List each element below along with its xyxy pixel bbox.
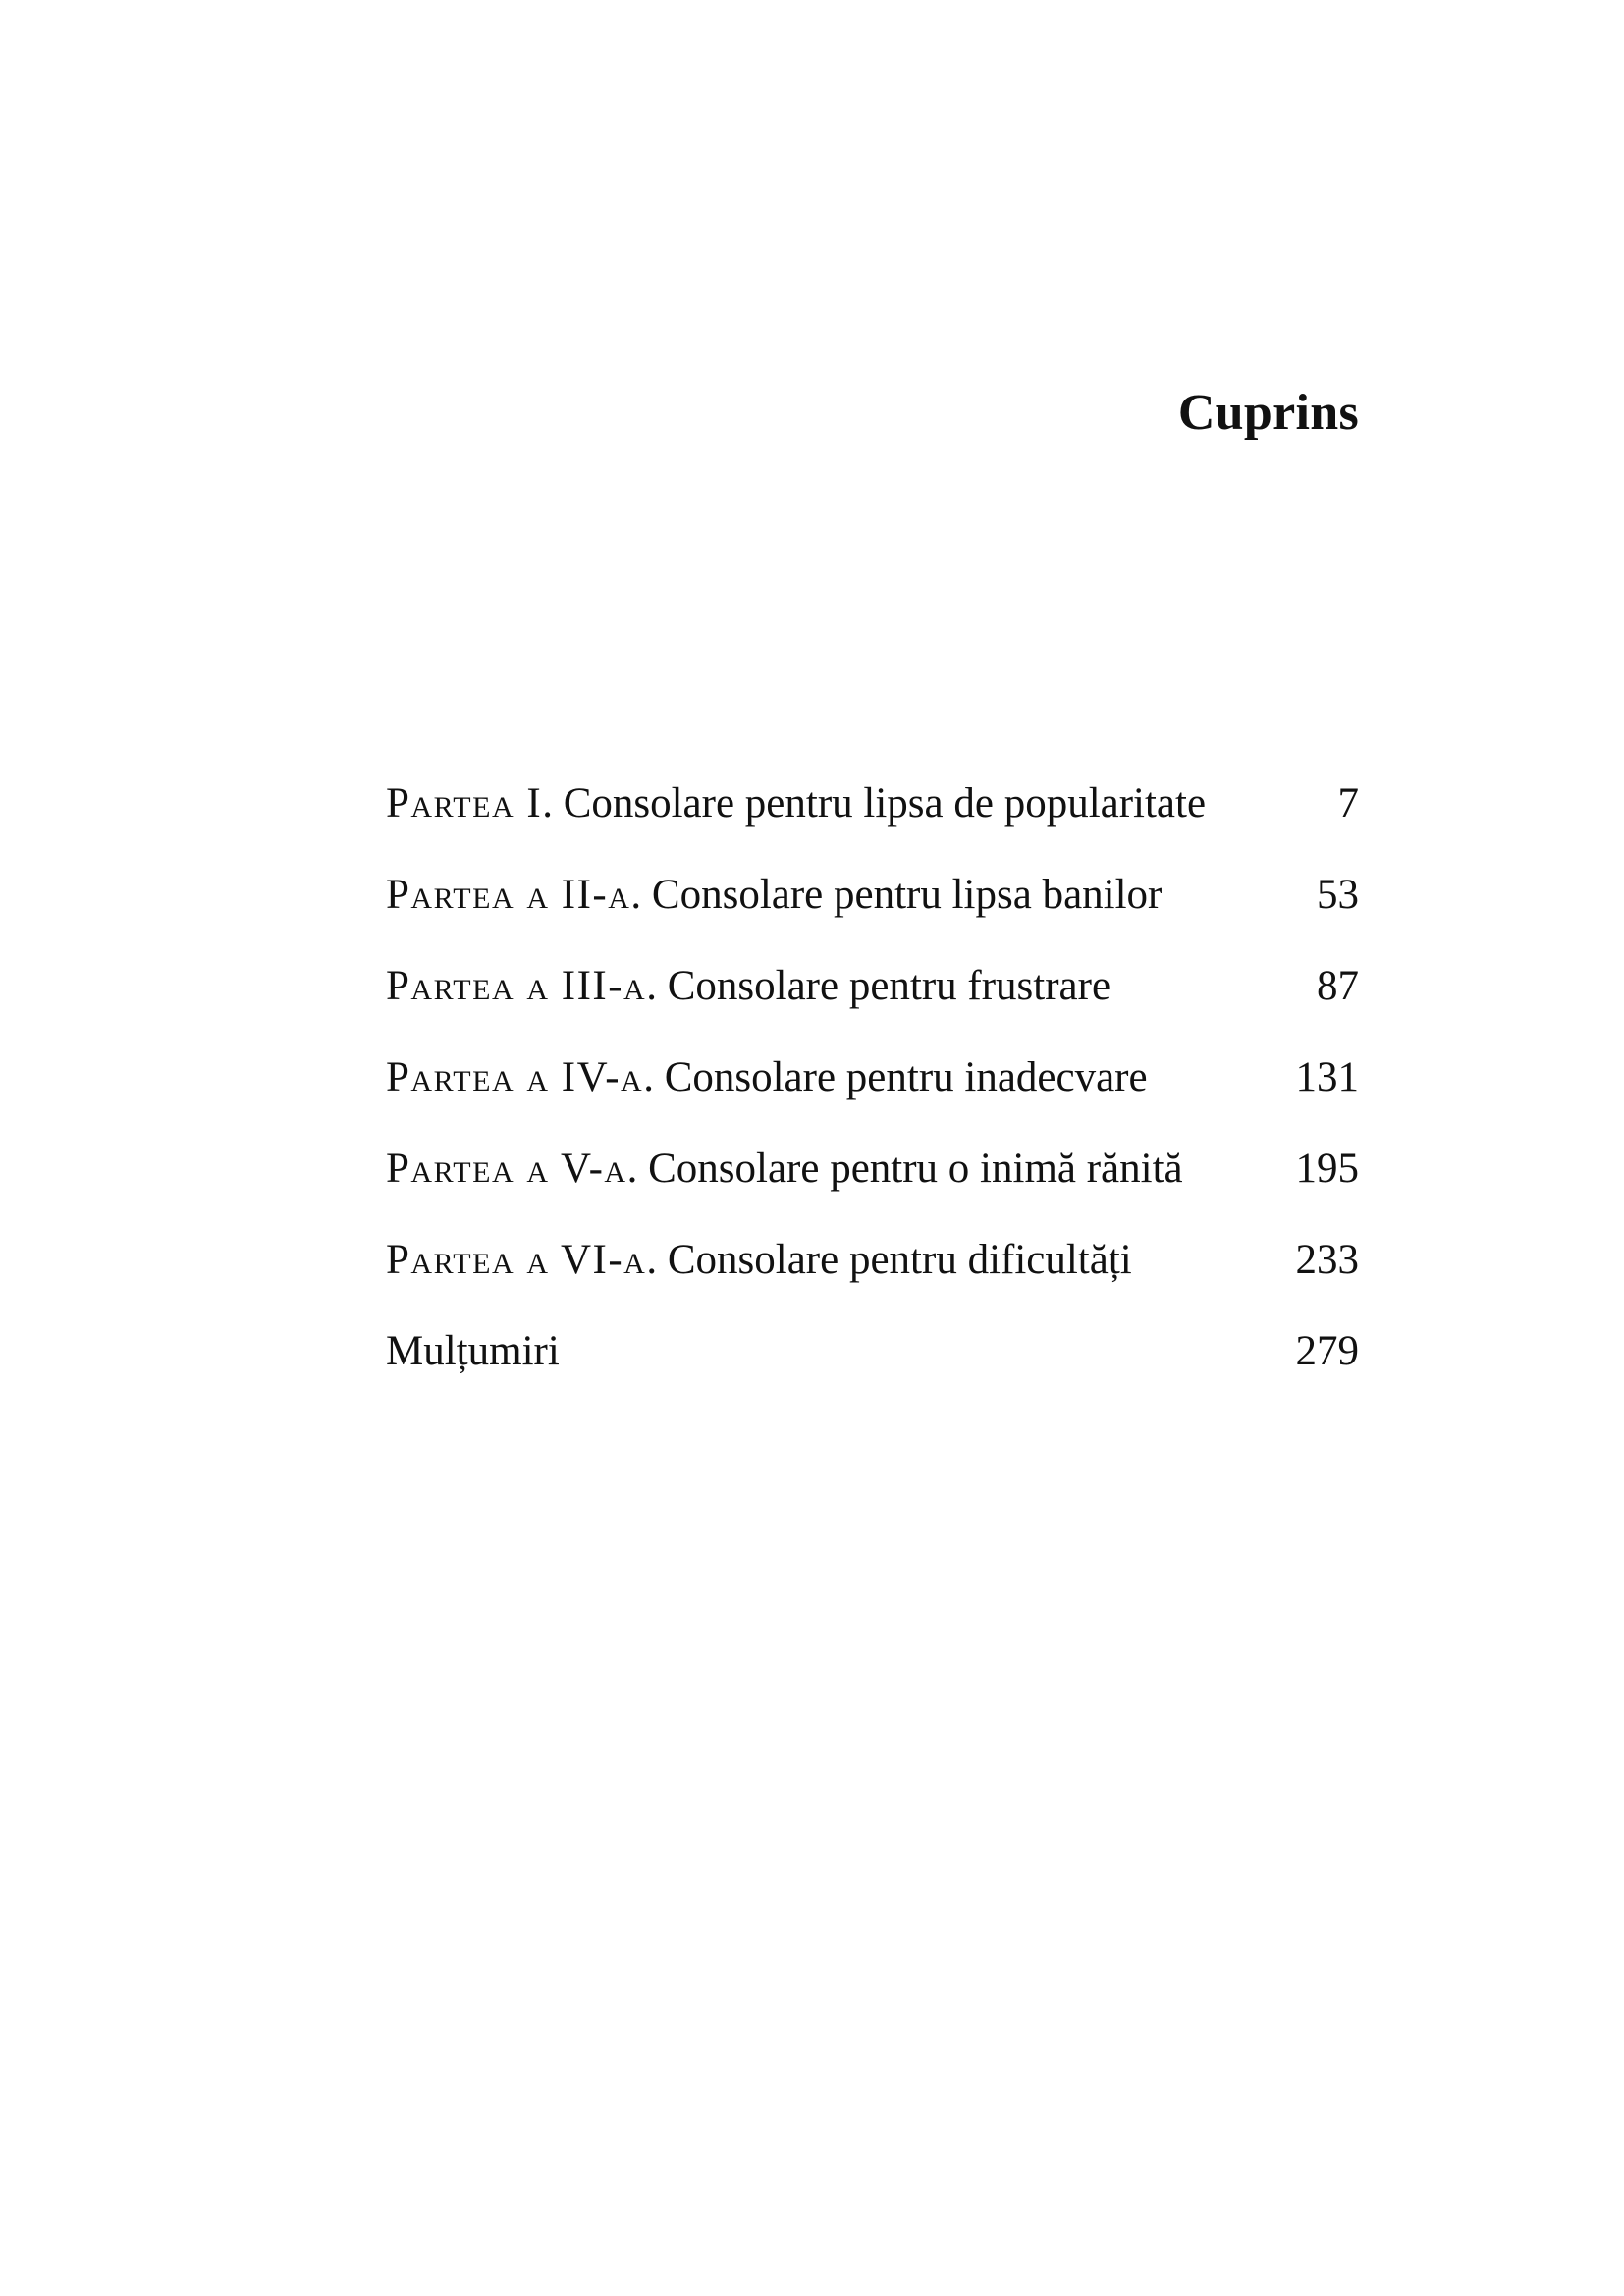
toc-entry — [386, 1141, 1359, 1232]
toc-entry — [386, 1049, 1359, 1141]
toc-entry-title: . Consolare pentru frustrare — [646, 963, 1111, 1009]
toc-entry-label — [386, 1049, 1148, 1106]
toc-entry-label — [386, 775, 1206, 832]
toc-page-number: 195 — [1295, 1146, 1359, 1192]
toc-entry-title: . Consolare pentru dificultăți — [646, 1237, 1132, 1283]
toc-entry — [386, 1232, 1359, 1323]
toc-entry-title: . Consolare pentru inadecvare — [643, 1054, 1148, 1100]
toc-part-prefix: Partea a II-a — [386, 872, 631, 918]
toc-entry-label — [386, 1141, 1183, 1198]
toc-part-prefix: Partea a IV-a — [386, 1054, 644, 1100]
toc-page-number: 53 — [1317, 872, 1359, 918]
page-title: Cuprins — [1177, 385, 1359, 441]
toc-entry-title: Mulțumiri — [386, 1328, 560, 1374]
toc-part-prefix: Partea I — [386, 780, 543, 827]
toc-part-prefix: Partea a VI-a — [386, 1237, 647, 1283]
toc-entry — [386, 867, 1359, 958]
toc-entry — [386, 958, 1359, 1049]
toc-page-number: 7 — [1337, 780, 1359, 827]
toc-entry-label — [386, 867, 1162, 924]
toc-part-prefix: Partea a III-a — [386, 963, 647, 1009]
toc-entry-label — [386, 958, 1110, 1015]
table-of-contents — [386, 775, 1359, 1415]
toc-entry-title: . Consolare pentru lipsa banilor — [630, 872, 1163, 918]
toc-part-prefix: Partea a V-a — [386, 1146, 627, 1192]
toc-entry-label — [386, 1232, 1132, 1289]
toc-page-number: 233 — [1295, 1237, 1359, 1283]
toc-page-number: 279 — [1295, 1328, 1359, 1374]
toc-page-number: 131 — [1295, 1054, 1359, 1100]
toc-entry — [386, 1323, 1359, 1415]
toc-entry-label — [386, 1323, 560, 1380]
toc-entry-title: . Consolare pentru lipsa de popularitate — [542, 780, 1207, 827]
toc-page-number: 87 — [1317, 963, 1359, 1009]
toc-entry — [386, 775, 1359, 867]
toc-entry-title: . Consolare pentru o inimă rănită — [626, 1146, 1183, 1192]
